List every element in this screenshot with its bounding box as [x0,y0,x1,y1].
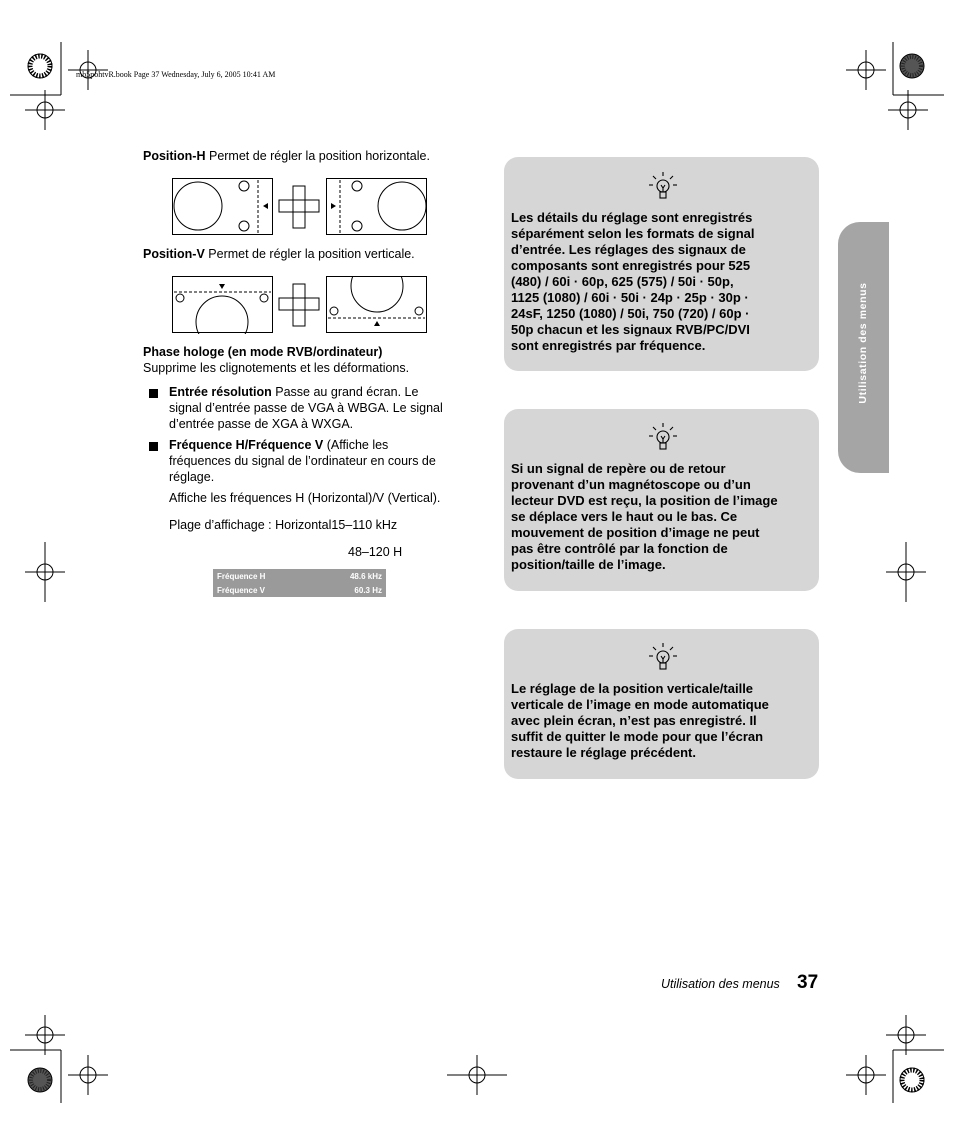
footer-section-title: Utilisation des menus [661,977,780,991]
side-tab-label: Utilisation des menus [857,282,869,404]
tip-line: sont enregistrés par fréquence. [511,338,706,353]
position-h-illustration [172,178,428,236]
freq-label: Fréquence H [217,571,266,581]
position-v-line [143,246,415,262]
tip-line: se déplace vers le haut ou le bas. Ce [511,509,738,524]
tip-text [511,210,813,354]
bullet-marker [149,442,158,451]
tip-line: Si un signal de repère ou de retour [511,461,726,476]
tip-line: 24sF, 1250 (1080) / 50i, 750 (720) / 60p · [511,306,750,321]
print-file-info: mb5pohtvR.book Page 37 Wednesday, July 6, 2005 10:41 AM [76,70,276,79]
freq-label: Fréquence V [217,585,266,595]
bullet-term: Entrée résolution [169,385,272,399]
tip-line: lecteur DVD est reçu, la position de l’image [511,493,778,508]
bullet-text: réglage. [169,470,215,484]
tip-line: suffit de quitter le mode pour que l’écran [511,729,764,744]
bullet-marker [149,389,158,398]
tip-box [504,629,819,779]
tip-text [511,681,813,761]
bullet-entree-resolution [169,384,469,432]
tip-line: séparément selon les formats de signal [511,226,755,241]
tip-text [511,461,813,573]
bullet-text: (Affiche les [323,438,389,452]
tip-line: avec plein écran, n’est pas enregistré. Il [511,713,757,728]
table-row [213,583,386,597]
page-number: 37 [797,972,819,993]
frequency-display [213,569,386,597]
freq-value: 48.6 kHz [349,571,382,581]
tip-line: position/taille de l’image. [511,557,666,572]
tip-line: verticale de l’image en mode automatique [511,697,769,712]
bullet-text: signal d’entrée passe de VGA à WBGA. Le signal [169,401,443,415]
bullet-term: Fréquence H/Fréquence V [169,438,324,452]
tip-line: Les détails du réglage sont enregistrés [511,210,753,225]
section-side-tab [838,222,889,473]
position-h-desc: Permet de régler la position horizontale. [208,149,430,163]
tip-box [504,409,819,591]
freq-value: 60.3 Hz [354,585,382,595]
phase-desc: Supprime les clignotements et les déformations. [143,361,410,375]
position-h-term: Position-H [143,149,206,163]
bullet-text: fréquences du signal de l’ordinateur en cours de [169,454,436,468]
table-row [213,569,386,583]
tip-line: mouvement de position d’image ne peut [511,525,760,540]
lightbulb-icon [648,642,678,672]
phase-title: Phase hologe (en mode RVB/ordinateur) [143,345,383,359]
position-v-illustration [172,276,428,334]
tip-line: 1125 (1080) / 60i · 50i · 24p · 25p · 30p · [511,290,749,305]
bullet-text: d’entrée passe de XGA à WXGA. [169,417,354,431]
tip-line: d’entrée. Les réglages des signaux de [511,242,746,257]
tip-box [504,157,819,371]
tip-line: composants sont enregistrés pour 525 [511,258,751,273]
position-v-term: Position-V [143,247,205,261]
lightbulb-icon [648,171,678,201]
tip-line: pas être contrôlé par la fonction de [511,541,728,556]
position-h-line [143,148,430,164]
lightbulb-icon [648,422,678,452]
tip-line: provenant d’un magnétoscope ou d’un [511,477,751,492]
freq-info-line2: Plage d’affichage : Horizontal15–110 kHz [169,518,398,532]
position-v-desc: Permet de régler la position verticale. [208,247,415,261]
freq-info-line3: 48–120 H [348,545,403,559]
bullet-text: Passe au grand écran. Le [271,385,419,399]
freq-info-line1: Affiche les fréquences H (Horizontal)/V (Vertical). [169,491,441,505]
tip-line: restaure le réglage précédent. [511,745,696,760]
tip-line: (480) / 60i · 60p, 625 (575) / 50i · 50p, [511,274,734,289]
bullet-frequence [169,437,469,485]
tip-line: Le réglage de la position verticale/taille [511,681,754,696]
tip-line: 50p chacun et les signaux RVB/PC/DVI [511,322,750,337]
